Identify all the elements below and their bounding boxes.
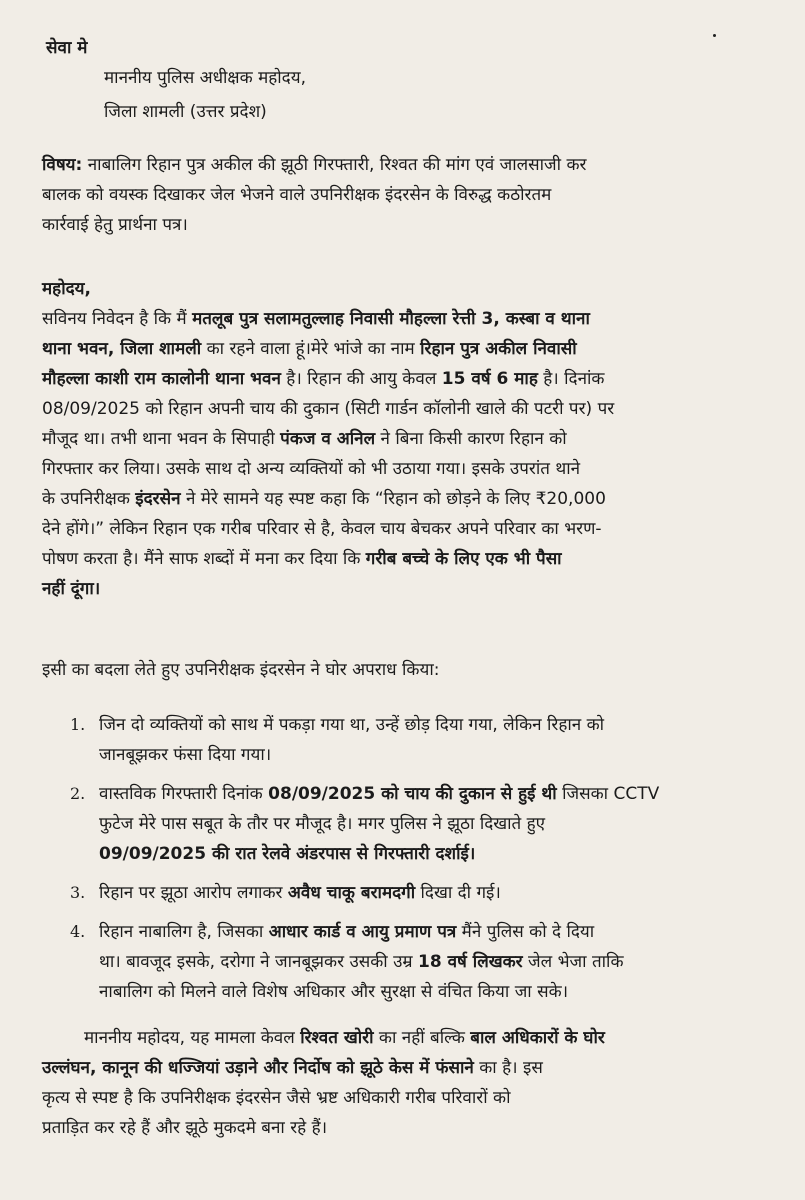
body-bold: इंदरसेन (135, 489, 181, 509)
list-text: दिखा दी गई। (415, 883, 501, 903)
body-text: ने बिना किसी कारण रिहान को (375, 429, 567, 449)
list-text: जिसका CCTV (556, 784, 660, 804)
body-bold: मौहल्ला काशी राम कालोनी थाना भवन (42, 369, 281, 389)
subject-text-1: नाबालिग रिहान पुत्र अकील की झूठी गिरफ्तारी, रिश्वत की मांग एवं जालसाजी कर (82, 155, 587, 175)
list-intro: इसी का बदला लेते हुए उपनिरीक्षक इंदरसेन ने घोर अपराध किया: (42, 660, 440, 680)
list-number: 4. (70, 922, 86, 941)
list-line: जानबूझकर फंसा दिया गया। (99, 745, 272, 765)
list-item (42, 917, 772, 1007)
body-line-9 (42, 544, 772, 574)
body-text: है। रिहान की आयु केवल (280, 369, 442, 389)
list-text: था। बावजूद इसके, दरोगा ने जानबूझकर उसकी उम्र (99, 952, 419, 972)
list-number: 1. (70, 715, 86, 734)
subject-line-1 (42, 150, 772, 180)
letter-body (42, 274, 772, 604)
list-text: रिहान पर झूठा आरोप लगाकर (99, 883, 288, 903)
list-line: नाबालिग को मिलने वाले विशेष अधिकार और सुरक्षा से वंचित किया जा सके। (99, 982, 569, 1002)
list-item (42, 710, 772, 770)
list-line: जिन दो व्यक्तियों को साथ में पकड़ा गया था, उन्हें छोड़ दिया गया, लेकिन रिहान को (99, 715, 605, 735)
list-item (42, 779, 772, 869)
body-text: है। दिनांक (537, 369, 605, 389)
list-text: मैंने पुलिस को दे दिया (456, 922, 595, 942)
body-line-4: 08/09/2025 को रिहान अपनी चाय की दुकान (सिटी गार्डन कॉलोनी खाले की पटरी पर) पर (42, 399, 615, 419)
greeting: महोदय, (42, 279, 91, 299)
list-line (99, 917, 772, 947)
subject-block (42, 150, 772, 240)
body-text: मौजूद था। तभी थाना भवन के सिपाही (42, 429, 281, 449)
body-bold: रिहान पुत्र अकील निवासी (420, 339, 577, 359)
body-bold: गरीब बच्चे के लिए एक भी पैसा (365, 549, 562, 569)
list-number: 3. (70, 883, 86, 902)
body-line-3 (42, 364, 772, 394)
closing-text: माननीय महोदय, यह मामला केवल (84, 1028, 301, 1048)
body-text: का रहने वाला हूं।मेरे भांजे का नाम (201, 339, 421, 359)
list-line: फुटेज मेरे पास सबूत के तौर पर मौजूद है। मगर पुलिस ने झूठा दिखाते हुए (99, 814, 546, 834)
body-line-1 (42, 304, 772, 334)
list-item (42, 878, 772, 908)
list-line (99, 947, 772, 977)
allegations-list (42, 710, 772, 1016)
subject-label: विषय: (42, 155, 83, 175)
body-line-10: नहीं दूंगा। (42, 579, 101, 599)
list-line (99, 779, 772, 809)
list-text: रिहान नाबालिग है, जिसका (99, 922, 269, 942)
body-line-7 (42, 484, 772, 514)
list-bold: अवैध चाकू बरामदगी (287, 883, 416, 903)
closing-line-4: प्रताड़ित कर रहे हैं और झूठे मुकदमे बना रहे हैं। (42, 1118, 328, 1138)
body-text: के उपनिरीक्षक (42, 489, 136, 509)
subject-line-2: बालक को वयस्क दिखाकर जेल भेजने वाले उपनिरीक्षक इंदरसेन के विरुद्ध कठोरतम (42, 185, 552, 205)
address-line-2: जिला शामली (उत्तर प्रदेश) (104, 102, 267, 122)
body-bold: पंकज व अनिल (280, 429, 376, 449)
closing-line-2 (42, 1053, 772, 1083)
body-text: पोषण करता है। मैंने साफ शब्दों में मना कर दिया कि (42, 549, 366, 569)
closing-bold: रिश्वत खोरी (300, 1028, 374, 1048)
list-line (99, 878, 772, 908)
list-line: 09/09/2025 की रात रेलवे अंडरपास से गिरफ्तारी दर्शाई। (99, 844, 476, 864)
address-line-1: माननीय पुलिस अधीक्षक महोदय, (104, 68, 306, 88)
closing-text: का नहीं बल्कि (373, 1028, 471, 1048)
closing-line-1 (84, 1023, 772, 1053)
closing-bold: बाल अधिकारों के घोर (470, 1028, 605, 1048)
body-line-6: गिरफ्तार कर लिया। उसके साथ दो अन्य व्यक्तियों को भी उठाया गया। इसके उपरांत थाने (42, 459, 581, 479)
body-line-5 (42, 424, 772, 454)
body-line-8: देने होंगे।” लेकिन रिहान एक गरीब परिवार से है, केवल चाय बेचकर अपने परिवार का भरण- (42, 519, 602, 539)
list-text: जेल भेजा ताकि (522, 952, 624, 972)
list-bold: आधार कार्ड व आयु प्रमाण पत्र (268, 922, 457, 942)
list-number: 2. (70, 784, 86, 803)
closing-line-3: कृत्य से स्पष्ट है कि उपनिरीक्षक इंदरसेन जैसे भ्रष्ट अधिकारी गरीब परिवारों को (42, 1088, 511, 1108)
list-text: वास्तविक गिरफ्तारी दिनांक (99, 784, 269, 804)
closing-text: का है। इस (473, 1058, 543, 1078)
closing-paragraph (42, 1023, 772, 1143)
body-text: ने मेरे सामने यह स्पष्ट कहा कि “रिहान को छोड़ने के लिए ₹20,000 (180, 489, 606, 509)
ink-dot (713, 34, 716, 37)
subject-line-3: कार्रवाई हेतु प्रार्थना पत्र। (42, 215, 188, 235)
body-bold: मतलूब पुत्र सलामतुल्लाह निवासी मौहल्ला रेत्ती 3, कस्बा व थाना (192, 309, 590, 329)
salutation: सेवा मे (46, 38, 88, 58)
body-bold: थाना भवन, जिला शामली (42, 339, 202, 359)
list-bold: 18 वर्ष लिखकर (418, 952, 523, 972)
body-bold: 15 वर्ष 6 माह (441, 369, 538, 389)
closing-bold: उल्लंघन, कानून की धज्जियां उड़ाने और निर्दोष को झूठे केस में फंसाने (42, 1058, 474, 1078)
list-bold: 08/09/2025 को चाय की दुकान से हुई थी (268, 784, 557, 804)
body-text: सविनय निवेदन है कि मैं (42, 309, 193, 329)
body-line-2 (42, 334, 772, 364)
